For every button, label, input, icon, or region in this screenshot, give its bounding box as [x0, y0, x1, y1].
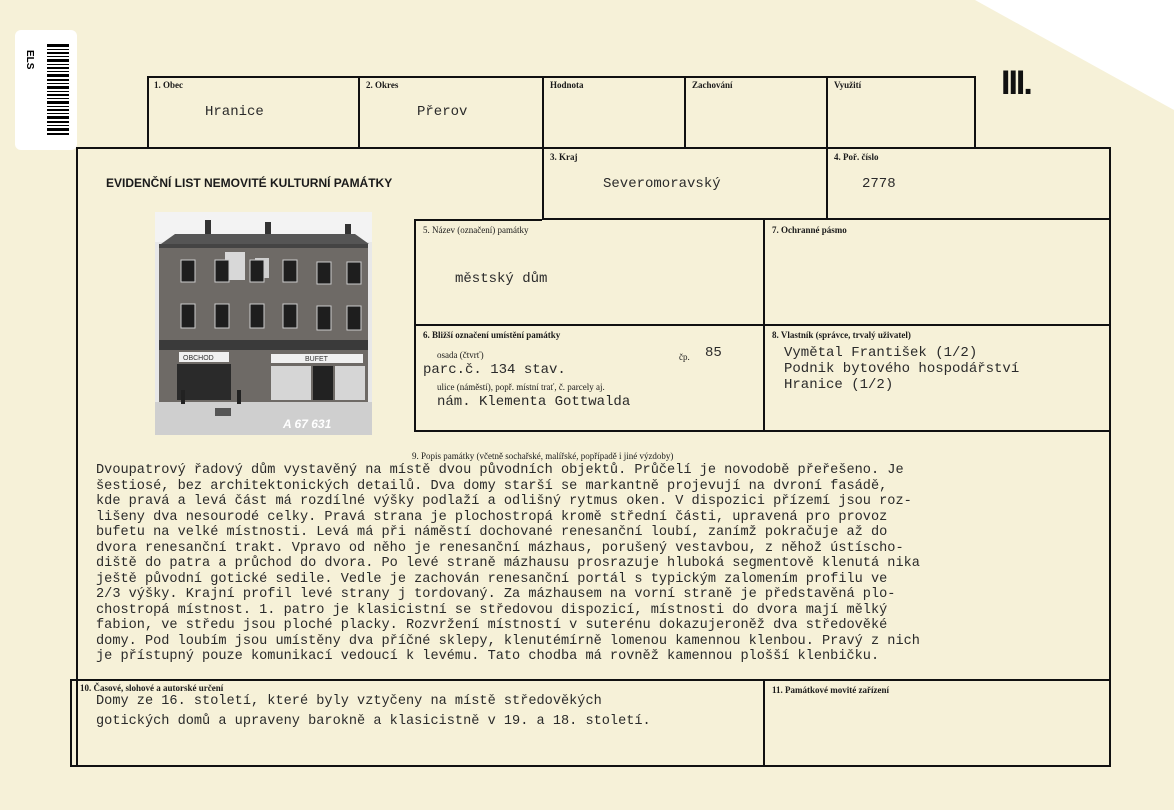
- urceni-line: Domy ze 16. století, které byly vztyčeny na místě středověkých: [96, 694, 602, 709]
- rule: [414, 324, 1111, 326]
- popis-line: Dvoupatrový řadový dům vystavěný na místě dvou původních objektů. Průčelí je novodobě přeřešeno. Je: [96, 463, 904, 478]
- rule: [414, 219, 542, 221]
- building-photo-image: [155, 212, 372, 435]
- rule: [70, 679, 72, 767]
- hodnota-label: Hodnota: [550, 80, 584, 90]
- rule: [76, 147, 78, 767]
- popis-line: fabion, ve středu jsou ploché placky. Rozvržení místností v suterénu dokazujeroněž dva středověké: [96, 618, 888, 633]
- urceni-label: 10. Časové, slohové a autorské určení: [80, 683, 224, 693]
- rule: [70, 679, 1111, 681]
- umisteni-label: 6. Bližší označení umístění památky: [423, 330, 561, 340]
- kraj-label: 3. Kraj: [550, 152, 578, 162]
- vyuziti-label: Využití: [834, 80, 862, 90]
- rule: [974, 76, 976, 148]
- cp-label: čp.: [679, 352, 690, 362]
- popis-label: 9. Popis památky (včetně sochařské, malířské, popřípadě i jiné výzdoby): [412, 451, 674, 461]
- popis-line: ještě původní gotické sedile. Vedle je zachován renesanční portál s typickým zalomením profilu ve: [96, 571, 888, 587]
- popis-line: šestiosé, bez architektonických detailů. Dva domy starší se markantně projevují na dvroní fasádě,: [96, 478, 888, 494]
- obec-label: 1. Obec: [154, 80, 183, 90]
- shop-sign-right: BUFET: [305, 356, 328, 363]
- osada-label: osada (čtvrť): [437, 350, 484, 360]
- rule: [147, 76, 149, 148]
- okres-label: 2. Okres: [366, 80, 399, 90]
- okres-value: Přerov: [417, 104, 468, 120]
- barcode-icon: [47, 44, 69, 136]
- ulice-label: ulice (náměstí), popř. místní trať, č. parcely aj.: [437, 382, 605, 392]
- nazev-label: 5. Název (označení) památky: [423, 225, 529, 235]
- rule: [414, 430, 1111, 432]
- parc-value: parc.č. 134 stav.: [423, 362, 566, 378]
- ochranne-pasmo-label: 7. Ochranné pásmo: [772, 225, 847, 235]
- kraj-value: Severomoravský: [603, 176, 721, 192]
- rule: [1109, 147, 1111, 767]
- zachovani-label: Zachování: [692, 80, 733, 90]
- vlastnik-label: 8. Vlastník (správce, trvalý uživatel): [772, 330, 911, 340]
- cp-value: 85: [705, 345, 722, 361]
- por-cislo-label: 4. Poř. číslo: [834, 152, 879, 162]
- popis-text: [96, 463, 1106, 665]
- movite-zarizeni-label: 11. Památkové movité zařízení: [772, 685, 889, 695]
- rule: [76, 147, 1111, 149]
- popis-line: domy. Pod loubím jsou umístěny dva příčné sklepy, klenutémírně lomenou kamennou klenbou. Pravý z nich: [96, 633, 920, 649]
- obec-value: Hranice: [205, 104, 264, 120]
- rule: [684, 76, 686, 148]
- popis-line: dvora renesanční trakt. Vpravo od něho je renesanční mázhaus, porušený vestavbou, z něhož ústíscho-: [96, 540, 904, 556]
- barcode-sticker: [15, 30, 77, 150]
- rule: [70, 765, 1111, 767]
- urceni-line: gotických domů a upraveny barokně a klasicistně v 19. a 18. století.: [96, 714, 651, 729]
- photo-caption: A 67 631: [283, 417, 332, 431]
- popis-line: bufetu na velké místnosti. Levá má při náměstí dochované renesanční loubí, zanímž pokračuje až do: [96, 525, 888, 540]
- ulice-value: nám. Klementa Gottwalda: [437, 394, 631, 410]
- nazev-value: městský dům: [455, 271, 548, 287]
- popis-line: 2/3 výšky. Krajní profil levé strany j tordovaný. Za mázhausem na vorní straně je představěná plo-: [96, 587, 896, 602]
- rule: [358, 76, 360, 148]
- vlastnik-line: Podnik bytového hospodářství: [784, 361, 1020, 377]
- building-photo: [155, 212, 372, 435]
- popis-line: je přístupný pouze komunikací vedoucí k levému. Tato chodba má rovněž kamennou plošší klenbičku.: [96, 649, 880, 664]
- class-mark: III.: [1001, 64, 1031, 102]
- barcode-text: ELS: [24, 50, 35, 70]
- popis-line: chostropá místnost. 1. patro je klasicistní se středovou dispozicí, místnosti do dvora mají mělký: [96, 602, 888, 618]
- rule: [763, 680, 765, 766]
- popis-line: diště do patra a průchod do dvora. Po levé straně mázhausu prosrazuje hluboká segmentově klenutá nika: [96, 556, 920, 571]
- popis-line: lišeny dva nesourodé celky. Pravá strana je plochostropá kromě střední části, upravená pro provoz: [96, 509, 888, 525]
- popis-line: kde pravá a levá část má rozdílné výšky podlaží a odlišný rytmus oken. V dispozici přízemí jsou roz-: [96, 494, 912, 509]
- shop-sign-left: OBCHOD: [183, 355, 214, 362]
- vlastnik-line: Vymětal František (1/2): [784, 345, 978, 361]
- rule: [147, 76, 976, 78]
- vlastnik-line: Hranice (1/2): [784, 377, 894, 393]
- form-title: EVIDENČNÍ LIST NEMOVITÉ KULTURNÍ PAMÁTKY: [106, 176, 393, 190]
- por-cislo-value: 2778: [862, 176, 896, 192]
- rule: [542, 218, 1111, 220]
